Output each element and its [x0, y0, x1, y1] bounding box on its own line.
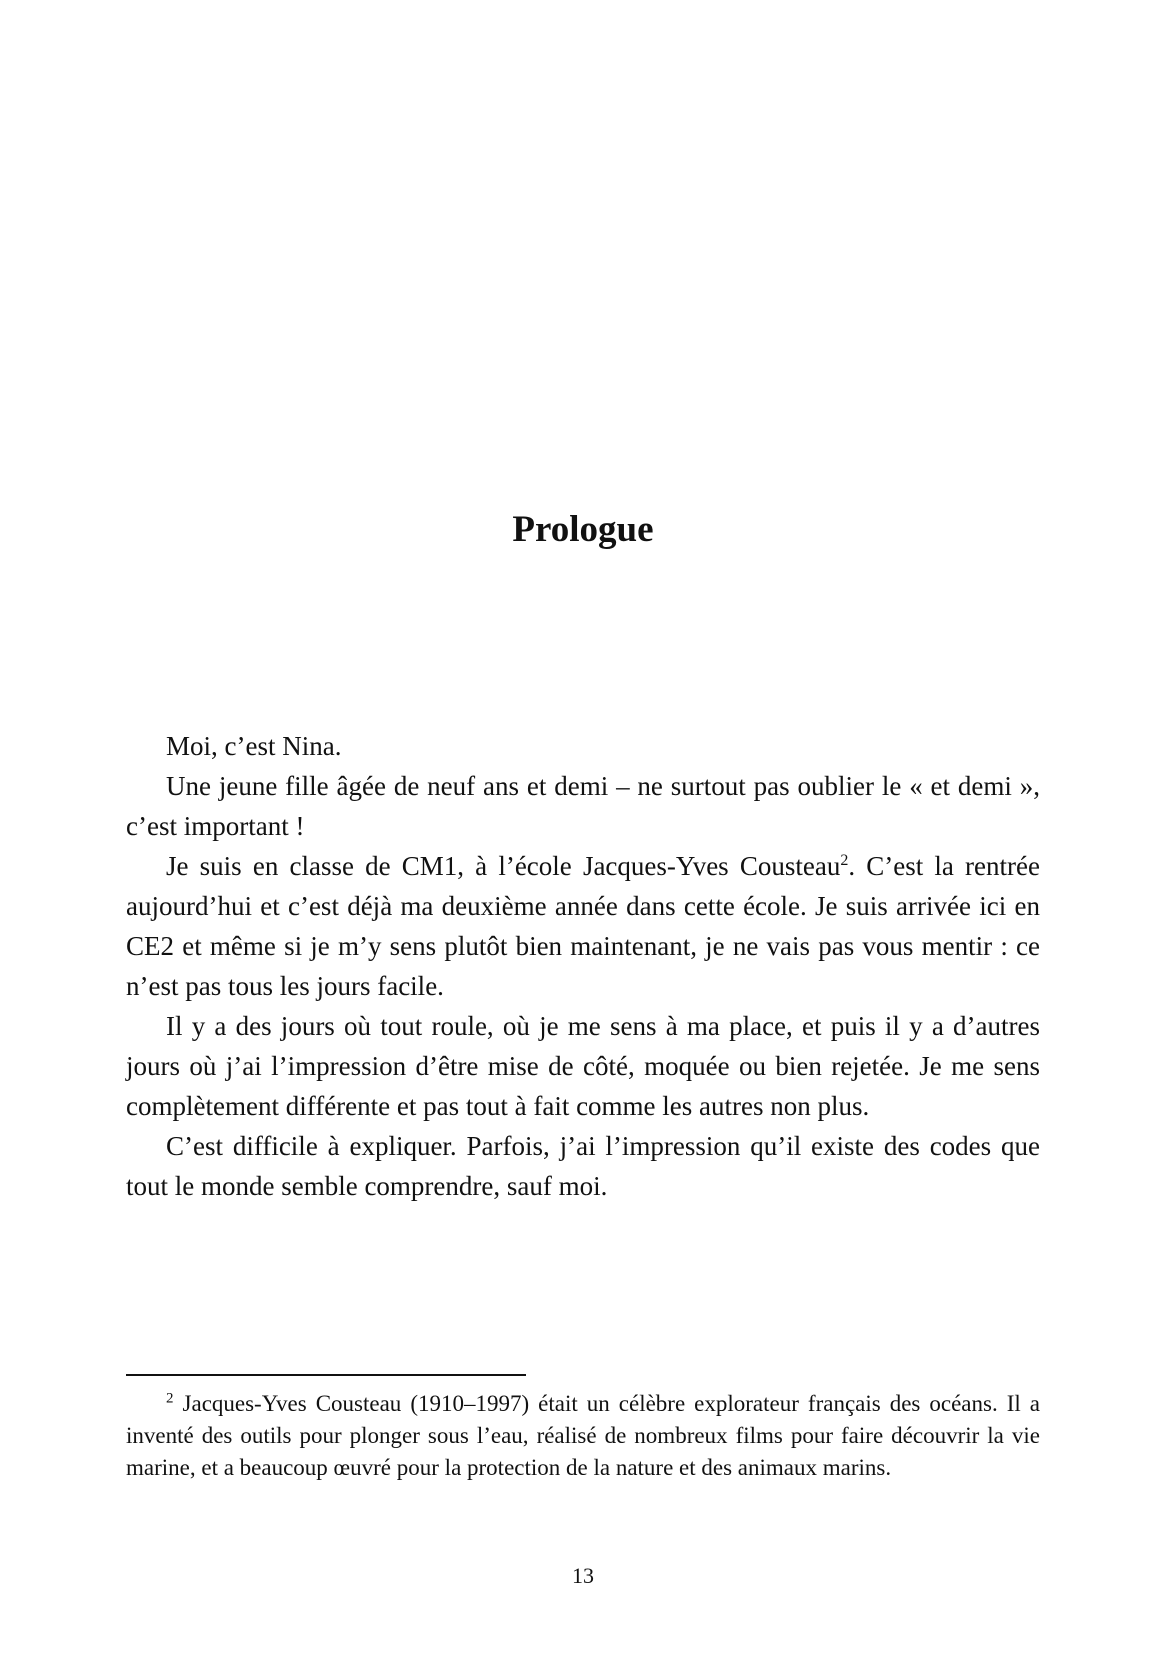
footnote-text: Jacques-Yves Cousteau (1910–1997) était un célèbre explorateur français des océans. Il a inventé des outils pour plonger sous l’eau, réalisé de nombreux films pour faire découvrir la vie marine, et a beaucoup œuvré pour la protection de la nature et des animaux marins.	[126, 1391, 1041, 1480]
paragraph-2: Une jeune fille âgée de neuf ans et demi – ne surtout pas oublier le « et demi », c’est important !	[126, 771, 1040, 841]
paragraph-3	[126, 846, 1040, 1006]
paragraph-3-text-before: Je suis en classe de CM1, à l’école Jacques-Yves Cousteau	[166, 851, 841, 881]
paragraph-1: Moi, c’est Nina.	[166, 731, 342, 761]
footnote-number: 2	[166, 1390, 174, 1407]
paragraph-3-text-after: . C’est la rentrée aujourd’hui et c’est déjà ma deuxième année dans cette école. Je suis arrivée ici en CE2 et même si je m’y sens plutôt bien maintenant, je ne vais pas vous mentir : ce n’est pas tous les jours facile.	[126, 851, 1040, 1001]
page-number: 13	[572, 1563, 594, 1588]
body-text	[126, 726, 1040, 1206]
footnote	[126, 1388, 1040, 1484]
paragraph-4: Il y a des jours où tout roule, où je me sens à ma place, et puis il y a d’autres jours où j’ai l’impression d’être mise de côté, moquée ou bien rejetée. Je me sens complètement différente et pas tout à fait comme les autres non plus.	[126, 1011, 1040, 1121]
footnote-reference: 2	[840, 852, 849, 869]
paragraph-5: C’est difficile à expliquer. Parfois, j’ai l’impression qu’il existe des codes que tout le monde semble comprendre, sauf moi.	[126, 1131, 1040, 1201]
footnote-divider	[126, 1374, 526, 1376]
chapter-title: Prologue	[512, 509, 654, 550]
